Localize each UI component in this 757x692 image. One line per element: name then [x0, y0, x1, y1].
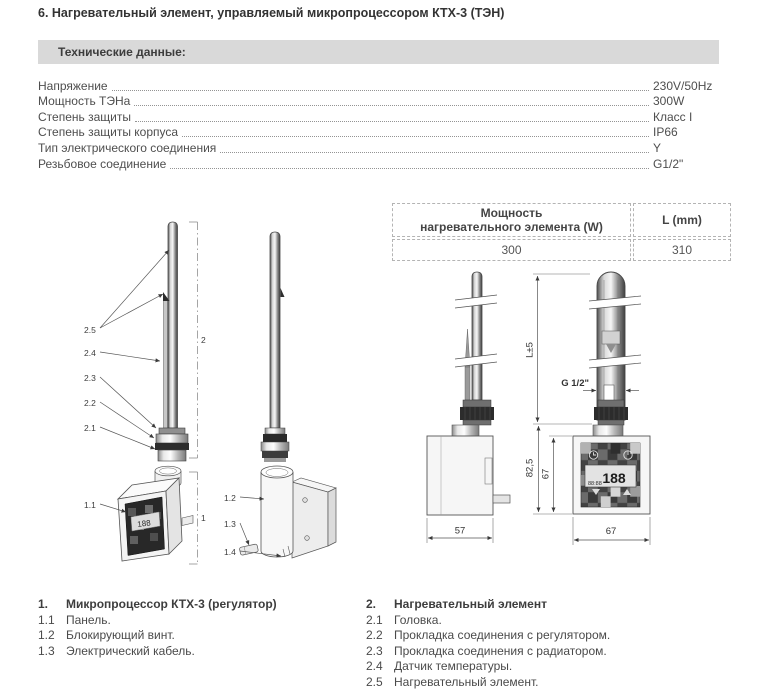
head-nut — [156, 434, 188, 443]
heating-rod-2 — [270, 232, 280, 428]
callout-2-4: 2.4 — [84, 348, 96, 358]
sensor-clamp-front — [602, 331, 620, 344]
legend-item: 1.1 Панель. — [38, 612, 111, 627]
collar-b — [593, 425, 623, 436]
lcd-temp: 188 — [602, 470, 626, 486]
dim-length — [525, 274, 593, 424]
legend-title-row: 1. Микропроцессор КТХ-3 (регулятор) — [38, 597, 277, 611]
side-view — [427, 272, 510, 543]
legend-heating-element — [366, 597, 746, 691]
callout-1-3: 1.3 — [224, 519, 236, 529]
legend-title: Микропроцессор КТХ-3 (регулятор) — [66, 597, 277, 611]
sensor-tube — [164, 300, 168, 428]
dim-length-label: L±5 — [524, 342, 536, 358]
nut-b1 — [598, 400, 624, 407]
spec-label: Тип электрического соединения — [38, 140, 217, 155]
dim-57-label: 57 — [454, 525, 466, 537]
spec-value: 230V/50Hz — [653, 78, 713, 93]
fit-band1 — [265, 428, 285, 434]
page-title: 6. Нагревательный элемент, управляемый микропроцессором КТХ-3 (ТЭН) — [38, 6, 505, 20]
dim-67h — [573, 517, 650, 545]
group-bracket-2 — [189, 222, 206, 458]
dim-57 — [427, 518, 493, 543]
gasket-radiator — [159, 428, 185, 434]
spec-label: Степень защиты корпуса — [38, 125, 179, 140]
left-exploded-drawing — [84, 222, 206, 564]
nut-a1 — [463, 400, 491, 407]
controller-side-face — [166, 478, 182, 554]
front-view — [525, 272, 651, 545]
legend-item: 1.3 Электрический кабель. — [38, 643, 195, 658]
section-header-label: Технические данные: — [58, 45, 186, 59]
group-label-2: 2 — [201, 335, 206, 345]
spec-value: Y — [653, 140, 662, 155]
element-head — [158, 450, 186, 461]
cable-stub — [239, 544, 258, 556]
collar-a — [452, 425, 479, 436]
heating-rod — [168, 222, 178, 428]
mount-plate-side — [328, 488, 336, 546]
callout-1-2: 1.2 — [224, 493, 236, 503]
spec-label: Напряжение — [38, 78, 108, 93]
legend-item: 2.5 Нагревательный элемент. — [366, 674, 539, 689]
callout-1-1: 1.1 — [84, 500, 96, 510]
sensor-rod — [465, 367, 470, 400]
dim-825-label: 82,5 — [524, 458, 536, 478]
housing-cylinder-hole — [266, 469, 288, 477]
dim-67v-label: 67 — [540, 468, 552, 480]
dim-67h-label: 67 — [605, 526, 617, 537]
box-side — [427, 436, 493, 515]
length-column-header: L (mm) — [633, 203, 731, 237]
fit-band3 — [261, 442, 289, 451]
spec-label: Мощность ТЭНа — [38, 94, 131, 109]
spec-value: 300W — [653, 94, 685, 109]
dimension-drawing — [427, 272, 650, 545]
nut-b3 — [598, 420, 624, 425]
spec-value: Класс I — [653, 109, 693, 124]
callout-2-5: 2.5 — [84, 325, 96, 335]
lcd-time: 88:88 — [588, 481, 602, 487]
controller-collar-hole — [160, 468, 177, 474]
screw-hole-top — [303, 498, 308, 503]
power-value-cell: 300 — [392, 239, 631, 261]
rod-side — [472, 272, 482, 400]
legend-item: 2.4 Датчик температуры. — [366, 659, 513, 674]
callout-2-3: 2.3 — [84, 373, 96, 383]
housing-cylinder — [261, 472, 293, 557]
fit-band2 — [263, 434, 287, 442]
legend-title: Нагревательный элемент — [394, 597, 547, 611]
group-label-1: 1 — [201, 513, 206, 523]
spec-label: Степень защиты — [38, 109, 131, 124]
callout-1-4: 1.4 — [224, 547, 236, 557]
cable-gland — [182, 516, 193, 526]
dim-67v — [541, 436, 573, 512]
spec-label: Резьбовое соединение — [38, 156, 167, 171]
callout-2-1: 2.1 — [84, 423, 96, 433]
spec-value: G1/2" — [653, 156, 684, 171]
screw-hole-bottom — [305, 536, 310, 541]
legend-item: 2.1 Головка. — [366, 612, 442, 627]
stub-side — [493, 495, 510, 503]
length-value-cell: 310 — [633, 239, 731, 261]
power-column-header: Мощность нагревательного элемента (W) — [392, 203, 631, 237]
legend-item: 2.3 Прокладка соединения с радиатором. — [366, 643, 607, 658]
panel-lcd-temp: 188 — [136, 518, 152, 529]
callout-2-2: 2.2 — [84, 398, 96, 408]
mount-plate-face — [292, 482, 328, 558]
nut-a3 — [463, 420, 491, 425]
legend-item: 2.2 Прокладка соединения с регулятором. — [366, 628, 611, 643]
legend-microprocessor — [38, 597, 358, 659]
legend-item: 1.2 Блокирующий винт. — [38, 628, 175, 643]
dim-thread-label: G 1/2" — [561, 378, 589, 389]
legend-title-row: 2. Нагревательный элемент — [366, 597, 547, 611]
spec-value: IP66 — [653, 125, 678, 140]
gasket-regulator — [155, 443, 189, 450]
fit-band5 — [264, 458, 286, 462]
fit-band4 — [262, 451, 288, 458]
sensor-clip-2 — [281, 288, 285, 297]
middle-exploded-drawing — [224, 232, 336, 558]
